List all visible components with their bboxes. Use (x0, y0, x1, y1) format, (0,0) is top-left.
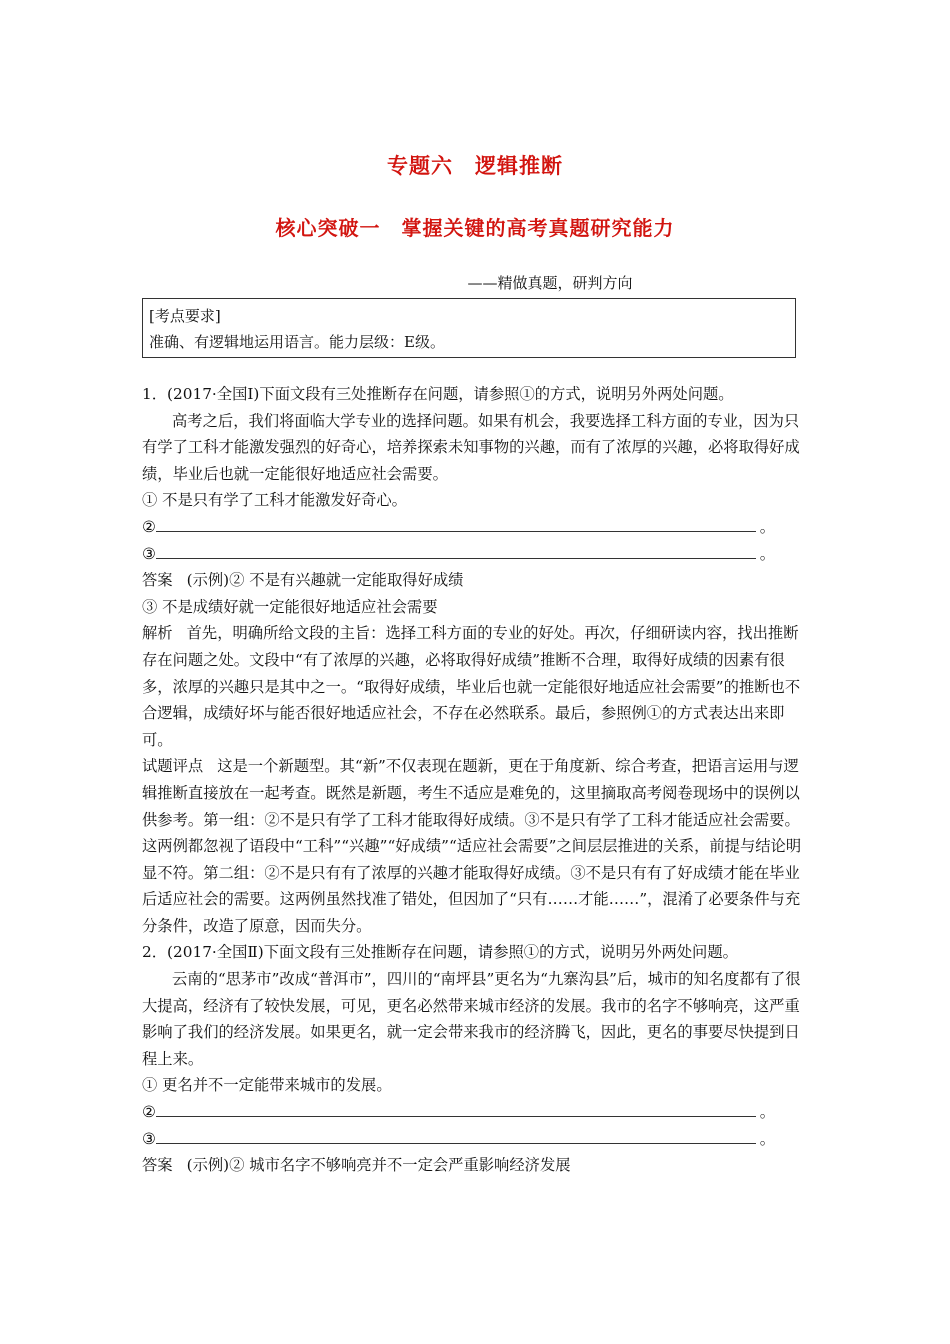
q2-item3-prefix: ③ (142, 1129, 156, 1148)
q1-passage: 高考之后，我们将面临大学专业的选择问题。如果有机会，我要选择工科方面的专业，因为只有学了工科才能激发强烈的好奇心，培养探索未知事物的兴趣，而有了浓厚的兴趣，必将取得好成绩，毕业后也就一定能很好地适应社会需要。 (142, 411, 800, 483)
q1-analysis-label: 解析 (142, 624, 173, 643)
q1-item2-prefix: ② (142, 517, 156, 536)
q2-item3-line (142, 1126, 808, 1153)
q2-answer-line (142, 1152, 808, 1179)
section-title: 专题六 逻辑推断 (387, 154, 563, 178)
q2-item3-blank[interactable] (156, 1127, 756, 1144)
q2-item2-line (142, 1099, 808, 1126)
q2-item2-end: 。 (759, 1103, 776, 1122)
q1-item2-line (142, 514, 808, 541)
q1-review-text: 这是一个新题型。其“新”不仅表现在题新，更在于角度新、综合考查，把语言运用与逻辑推断直接放在一起考查。既然是新题，考生不适应是难免的，这里摘取高考阅卷现场中的误例以供参考。第一组：②不是只有学了工科才能取得好成绩。③不是只有学了工科才能适应社会需要。这两例都忽视了语段中“工科”“兴趣”“好成绩”“适应社会需要”之间层层推进的关系，前提与结论明显不符。第二组：②不是只有有了浓厚的兴趣才能取得好成绩。③不是只有有了好成绩才能在毕业后适应社会的需要。这两例虽然找准了错处，但因加了“只有……才能……”，混淆了必要条件与充分条件，改造了原意，因而失分。 (142, 757, 802, 935)
q1-stem: 1．(2017·全国Ⅰ)下面文段有三处推断存在问题，请参照①的方式，说明另外两处问题。 (142, 385, 734, 403)
q1-analysis-text: 首先，明确所给文段的主旨：选择工科方面的专业的好处。再次，仔细研读内容，找出推断存在问题之处。文段中“有了浓厚的兴趣，必将取得好成绩”推断不合理，取得好成绩的因素有很多，浓厚的兴趣只是其中之一。“取得好成绩，毕业后也就一定能很好地适应社会需要”的推断也不合逻辑，成绩好坏与能否很好地适应社会，不存在必然联系。最后，参照例①的方式表达出来即可。 (142, 624, 801, 749)
q1-review (142, 753, 808, 939)
q2-item2-prefix: ② (142, 1103, 156, 1122)
q2-item1: ① 更名并不一定能带来城市的发展。 (142, 1076, 392, 1095)
requirements-content: 准确、有逻辑地运用语言。能力层级：E级。 (149, 333, 445, 351)
q1-item1: ① 不是只有学了工科才能激发好奇心。 (142, 491, 407, 510)
q2-answer1: (示例)② 城市名字不够响亮并不一定会严重影响经济发展 (186, 1156, 571, 1175)
q1-answer-line (142, 567, 808, 594)
q1-item3-prefix: ③ (142, 544, 156, 563)
tagline: ——精做真题，研判方向 (467, 274, 633, 292)
q1-review-label: 试题评点 (142, 757, 204, 776)
q2-item3-end: 。 (759, 1129, 776, 1148)
requirements-heading: [考点要求] (149, 307, 221, 325)
q1-answer-label: 答案 (142, 571, 173, 590)
section-subtitle: 核心突破一 掌握关键的高考真题研究能力 (275, 216, 675, 240)
q1-item2-blank[interactable] (156, 515, 756, 532)
q2-item2-blank[interactable] (156, 1100, 756, 1117)
q2-answer-label: 答案 (142, 1156, 173, 1175)
q1-answer1: (示例)② 不是有兴趣就一定能取得好成绩 (186, 571, 464, 590)
q1-item3-line (142, 541, 808, 568)
q1-answer2: ③ 不是成绩好就一定能很好地适应社会需要 (142, 597, 438, 616)
requirements-box (142, 298, 796, 358)
q1-analysis (142, 620, 808, 753)
q1-item3-blank[interactable] (156, 542, 756, 559)
q2-stem: 2．(2017·全国Ⅱ)下面文段有三处推断存在问题，请参照①的方式，说明另外两处问题。 (142, 943, 738, 962)
q2-passage: 云南的“思茅市”改成“普洱市”，四川的“南坪县”更名为“九寨沟县”后，城市的知名度都有了很大提高，经济有了较快发展，可见，更名必然带来城市经济的发展。我市的名字不够响亮，这严重影响了我们的经济发展。如果更名，就一定会带来我市的经济腾飞，因此，更名的事要尽快提到日程上来。 (142, 970, 801, 1068)
q1-item2-end: 。 (759, 517, 776, 536)
questions-body (142, 381, 808, 1179)
q1-item3-end: 。 (759, 544, 776, 563)
